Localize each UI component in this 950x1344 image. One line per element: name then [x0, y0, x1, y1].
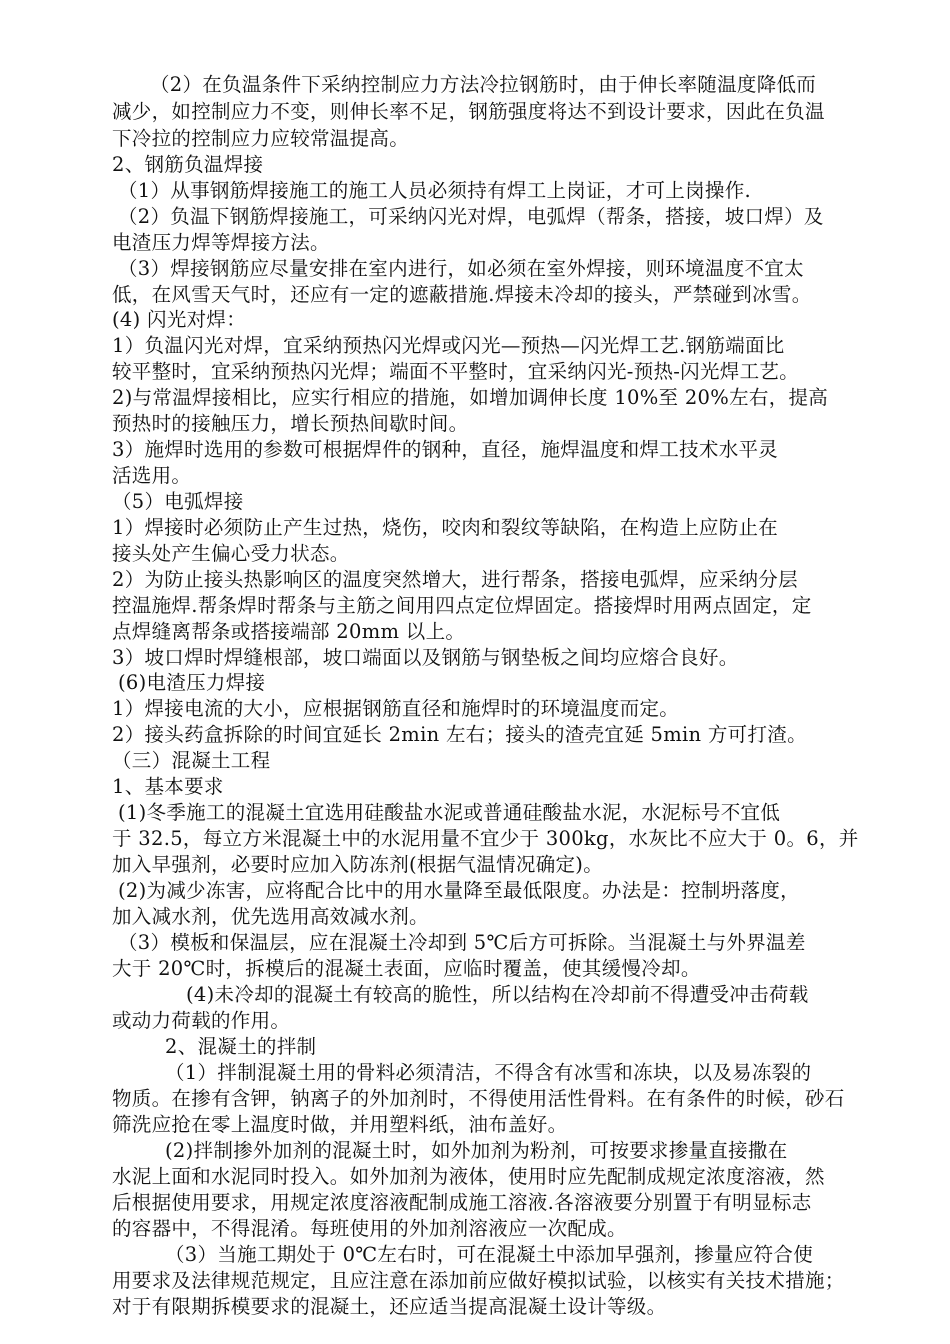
text-line: （3）当施工期处于 0℃左右时，可在混凝土中添加早强剂，掺量应符合使	[165, 1243, 814, 1266]
text-line: 1）焊接电流的大小，应根据钢筋直径和施焊时的环境温度而定。	[112, 697, 680, 720]
text-line: （1）从事钢筋焊接施工的施工人员必须持有焊工上岗证，才可上岗操作.	[118, 179, 752, 202]
text-line: （3）焊接钢筋应尽量安排在室内进行，如必须在室外焊接，则环境温度不宜太	[118, 257, 804, 280]
section-heading: 2、混凝土的拌制	[165, 1035, 317, 1058]
text-line: （1）拌制混凝土用的骨料必须清洁，不得含有冰雪和冻块，以及易冻裂的	[165, 1061, 812, 1084]
text-line: (4)未冷却的混凝土有较高的脆性，所以结构在冷却前不得遭受冲击荷载	[186, 983, 809, 1006]
text-line: 于 32.5，每立方米混凝土中的水泥用量不宜少于 300kg，水灰比不应大于 0。6，并	[112, 827, 859, 850]
text-line: 1）负温闪光对焊，宜采纳预热闪光焊或闪光—预热—闪光焊工艺.钢筋端面比	[112, 334, 785, 357]
text-line: 物质。在掺有含钾，钠离子的外加剂时，不得使用活性骨料。在有条件的时候，砂石	[112, 1087, 845, 1110]
text-line: 低，在风雪天气时，还应有一定的遮蔽措施.焊接未冷却的接头，严禁碰到冰雪。	[112, 283, 812, 306]
text-line: (2)为减少冻害，应将配合比中的用水量降至最低限度。办法是：控制坍落度，	[118, 879, 800, 902]
section-heading: (6)电渣压力焊接	[118, 671, 266, 694]
text-line: 水泥上面和水泥同时投入。如外加剂为液体，使用时应先配制成规定浓度溶液，然	[112, 1165, 825, 1188]
text-line: 或动力荷载的作用。	[112, 1009, 291, 1032]
section-heading: （5）电弧焊接	[112, 490, 244, 513]
text-line: 2）为防止接头热影响区的温度突然增大，进行帮条，搭接电弧焊，应采纳分层	[112, 568, 798, 591]
text-line: 较平整时，宜采纳预热闪光焊；端面不平整时，宜采纳闪光-预热-闪光焊工艺。	[112, 360, 799, 383]
section-heading: （三）混凝土工程	[112, 749, 271, 772]
text-line: 活选用。	[112, 464, 192, 487]
text-line: （3）模板和保温层，应在混凝土冷却到 5℃后方可拆除。当混凝土与外界温差	[118, 931, 806, 954]
text-line: (2)拌制掺外加剂的混凝土时，如外加剂为粉剂，可按要求掺量直接撒在	[165, 1139, 788, 1162]
text-line: 3）坡口焊时焊缝根部，坡口端面以及钢筋与钢垫板之间均应熔合良好。	[112, 646, 739, 669]
text-line: 下冷拉的控制应力应较常温提高。	[112, 127, 410, 150]
text-line: 接头处产生偏心受力状态。	[112, 542, 350, 565]
text-line: (1)冬季施工的混凝土宜选用硅酸盐水泥或普通硅酸盐水泥，水泥标号不宜低	[118, 801, 781, 824]
text-line: 2)与常温焊接相比，应实行相应的措施，如增加调伸长度 10%至 20%左右，提高	[112, 386, 829, 409]
section-heading: 2、钢筋负温焊接	[112, 153, 264, 176]
text-line: 加入早强剂，必要时应加入防冻剂(根据气温情况确定)。	[112, 853, 604, 876]
text-line: 1）焊接时必须防止产生过热，烧伤，咬肉和裂纹等缺陷，在构造上应防止在	[112, 516, 779, 539]
text-line: 控温施焊.帮条焊时帮条与主筋之间用四点定位焊固定。搭接焊时用两点固定，定	[112, 594, 812, 617]
section-heading: (4) 闪光对焊：	[112, 308, 247, 331]
text-line: 大于 20℃时，拆模后的混凝土表面，应临时覆盖，使其缓慢冷却。	[112, 957, 701, 980]
text-line: 3）施焊时选用的参数可根据焊件的钢种，直径，施焊温度和焊工技术水平灵	[112, 438, 779, 461]
text-line: 加入减水剂，优先选用高效减水剂。	[112, 905, 429, 928]
text-line: 点焊缝离帮条或搭接端部 20mm 以上。	[112, 620, 466, 643]
text-line: （2）在负温条件下采纳控制应力方法冷拉钢筋时，由于伸长率随温度降低而	[150, 73, 817, 96]
text-line: 筛洗应抢在零上温度时做，并用塑料纸，油布盖好。	[112, 1113, 568, 1136]
text-line: 对于有限期拆模要求的混凝土，还应适当提高混凝土设计等级。	[112, 1295, 667, 1318]
text-line: 用要求及法律规范规定，且应注意在添加前应做好模拟试验，以核实有关技术措施；	[112, 1269, 845, 1292]
section-heading: 1、基本要求	[112, 775, 224, 798]
text-line: 后根据使用要求，用规定浓度溶液配制成施工溶液.各溶液要分别置于有明显标志	[112, 1191, 812, 1214]
text-line: 电渣压力焊等焊接方法。	[112, 231, 330, 254]
text-line: （2）负温下钢筋焊接施工，可采纳闪光对焊，电弧焊（帮条，搭接，坡口焊）及	[118, 205, 824, 228]
text-line: 预热时的接触压力，增长预热间歇时间。	[112, 412, 469, 435]
text-line: 的容器中，不得混淆。每班使用的外加剂溶液应一次配成。	[112, 1217, 627, 1240]
text-line: 2）接头药盒拆除的时间宜延长 2min 左右；接头的渣壳宜延 5min 方可打渣。	[112, 723, 807, 746]
text-line: 减少，如控制应力不变，则伸长率不足，钢筋强度将达不到设计要求，因此在负温	[112, 100, 825, 123]
